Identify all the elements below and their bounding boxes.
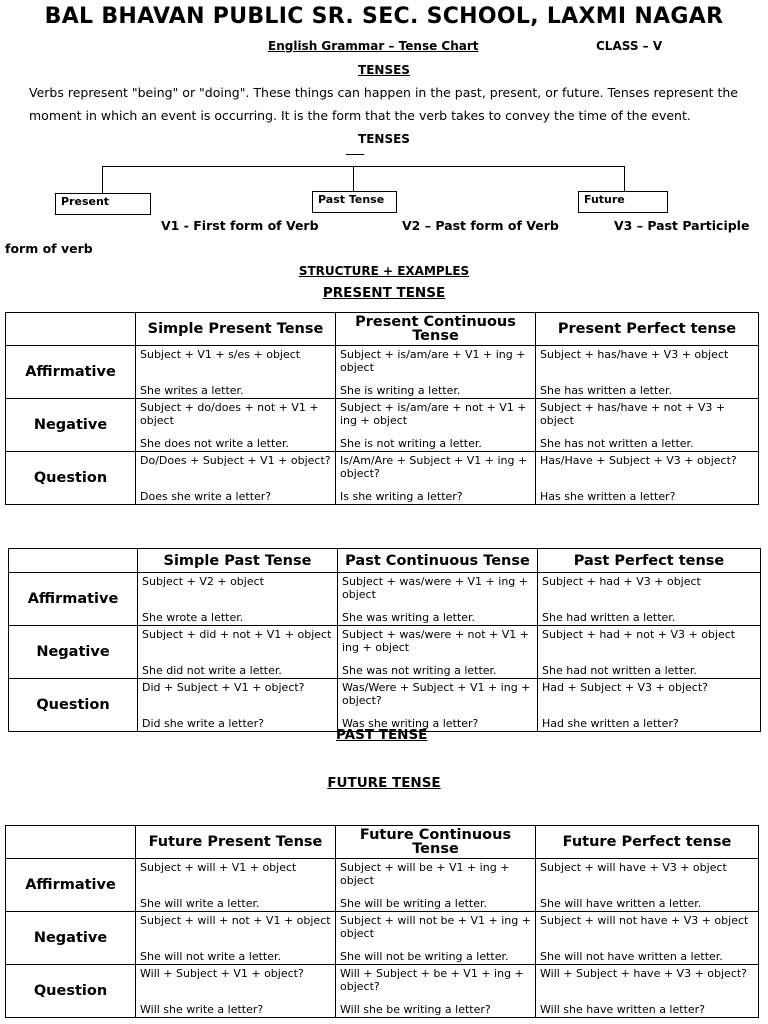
table-row-affirmative [6, 859, 759, 912]
row-label: Negative [6, 399, 136, 452]
row-label: Negative [9, 626, 138, 679]
past-tense-heading: PAST TENSE [336, 727, 428, 743]
example-text: Will she have written a letter? [540, 1002, 706, 1016]
tenses-heading: TENSES [358, 63, 410, 77]
example-text: She will be writing a letter. [340, 896, 487, 910]
example-text: Will she be writing a letter? [340, 1002, 491, 1016]
row-label: Affirmative [9, 573, 138, 626]
row-label: Question [9, 679, 138, 732]
school-name: BAL BHAVAN PUBLIC SR. SEC. SCHOOL, LAXMI NAGAR [44, 4, 724, 29]
structure-text: Subject + has/have + not + V3 + object [540, 401, 726, 427]
column-header: Future Perfect tense [536, 826, 759, 859]
structure-text: Will + Subject + have + V3 + object? [540, 967, 748, 980]
past-tense-table [8, 548, 761, 732]
corner-cell [6, 826, 136, 859]
structure-text: Had + Subject + V3 + object? [542, 681, 709, 694]
example-text: She has written a letter. [540, 383, 673, 397]
table-header-row [6, 826, 759, 859]
corner-cell [9, 549, 138, 573]
structure-text: Subject + V1 + s/es + object [140, 348, 301, 361]
tree-node-present: Present [55, 193, 151, 215]
structure-text: Subject + was/were + not + V1 + ing + object [342, 628, 529, 654]
tree-node-past: Past Tense [312, 191, 397, 213]
structure-text: Subject + will be + V1 + ing + object [340, 861, 510, 887]
structure-text: Did + Subject + V1 + object? [142, 681, 305, 694]
structure-heading: STRUCTURE + EXAMPLES [298, 264, 470, 278]
example-text: Will she write a letter? [140, 1002, 264, 1016]
structure-text: Subject + will + not + V1 + object [140, 914, 331, 927]
corner-cell [6, 313, 136, 346]
row-label: Question [6, 965, 136, 1018]
structure-text: Subject + will not have + V3 + object [540, 914, 749, 927]
example-text: She had written a letter. [542, 610, 676, 624]
table-row-affirmative [9, 573, 761, 626]
tree-horizontal-connector [102, 166, 625, 167]
example-text: She is writing a letter. [340, 383, 461, 397]
example-text: Had she written a letter? [542, 716, 679, 730]
present-tense-table [5, 312, 759, 505]
example-text: Was she writing a letter? [342, 716, 479, 730]
verb-form-v3: V3 – Past Participle [614, 218, 750, 233]
example-text: She will have written a letter. [540, 896, 702, 910]
structure-text: Subject + had + V3 + object [542, 575, 701, 588]
document-subtitle: English Grammar – Tense Chart [268, 39, 479, 53]
structure-text: Subject + had + not + V3 + object [542, 628, 736, 641]
row-label: Affirmative [6, 859, 136, 912]
structure-text: Subject + has/have + V3 + object [540, 348, 729, 361]
tree-node-future: Future [578, 191, 668, 213]
table-header-row [6, 313, 759, 346]
table-row-question [9, 679, 761, 732]
structure-text: Subject + will have + V3 + object [540, 861, 727, 874]
example-text: She will not have written a letter. [540, 949, 723, 963]
column-header: Present Perfect tense [536, 313, 759, 346]
verb-form-v3-continued: form of verb [5, 241, 93, 256]
row-label: Question [6, 452, 136, 505]
example-text: She has not written a letter. [540, 436, 694, 450]
structure-text: Subject + did + not + V1 + object [142, 628, 332, 641]
structure-text: Subject + V2 + object [142, 575, 264, 588]
structure-text: Do/Does + Subject + V1 + object? [140, 454, 331, 467]
structure-text: Will + Subject + V1 + object? [140, 967, 304, 980]
table-row-affirmative [6, 346, 759, 399]
tree-root-label: TENSES [358, 132, 410, 146]
example-text: She does not write a letter. [140, 436, 290, 450]
table-row-question [6, 452, 759, 505]
example-text: She wrote a letter. [142, 610, 244, 624]
example-text: Has she written a letter? [540, 489, 676, 503]
structure-text: Is/Am/Are + Subject + V1 + ing + object? [340, 454, 528, 480]
example-text: Is she writing a letter? [340, 489, 463, 503]
column-header: Simple Past Tense [138, 549, 338, 573]
column-header: Simple Present Tense [136, 313, 336, 346]
column-header: Past Continuous Tense [338, 549, 538, 573]
example-text: She did not write a letter. [142, 663, 282, 677]
structure-text: Subject + will not be + V1 + ing + object [340, 914, 531, 940]
structure-text: Subject + will + V1 + object [140, 861, 297, 874]
example-text: She will write a letter. [140, 896, 260, 910]
verb-form-v1: V1 - First form of Verb [161, 218, 319, 233]
table-row-negative [9, 626, 761, 679]
structure-text: Subject + do/does + not + V1 + object [140, 401, 319, 427]
example-text: She was not writing a letter. [342, 663, 497, 677]
column-header: Past Perfect tense [538, 549, 761, 573]
root-underline [346, 154, 364, 155]
structure-text: Subject + is/am/are + not + V1 + ing + object [340, 401, 527, 427]
future-tense-table [5, 825, 759, 1018]
structure-text: Will + Subject + be + V1 + ing + object? [340, 967, 524, 993]
row-label: Affirmative [6, 346, 136, 399]
example-text: She writes a letter. [140, 383, 244, 397]
row-label: Negative [6, 912, 136, 965]
class-label: CLASS – V [596, 39, 663, 53]
example-text: Does she write a letter? [140, 489, 272, 503]
column-header: Future Present Tense [136, 826, 336, 859]
intro-paragraph: Verbs represent "being" or "doing". These things can happen in the past, present, or future. Tenses represent the moment in which an event is occurring. It is the form that the verb takes to convey the time of the event. [29, 85, 739, 123]
example-text: She will not write a letter. [140, 949, 282, 963]
verb-form-v2: V2 – Past form of Verb [402, 218, 559, 233]
tree-connector-past [353, 166, 354, 192]
example-text: She had not written a letter. [542, 663, 697, 677]
example-text: She is not writing a letter. [340, 436, 482, 450]
column-header: Future Continuous Tense [336, 826, 536, 859]
example-text: She was writing a letter. [342, 610, 476, 624]
table-row-negative [6, 912, 759, 965]
tree-connector-future [624, 166, 625, 192]
table-row-negative [6, 399, 759, 452]
table-header-row [9, 549, 761, 573]
structure-text: Has/Have + Subject + V3 + object? [540, 454, 737, 467]
structure-text: Subject + is/am/are + V1 + ing + object [340, 348, 526, 374]
structure-text: Subject + was/were + V1 + ing + object [342, 575, 528, 601]
column-header: Present Continuous Tense [336, 313, 536, 346]
example-text: Did she write a letter? [142, 716, 264, 730]
table-row-question [6, 965, 759, 1018]
example-text: She will not be writing a letter. [340, 949, 509, 963]
present-tense-heading: PRESENT TENSE [322, 285, 446, 301]
tree-connector-present [102, 166, 103, 194]
future-tense-heading: FUTURE TENSE [327, 775, 441, 791]
structure-text: Was/Were + Subject + V1 + ing + object? [342, 681, 531, 707]
